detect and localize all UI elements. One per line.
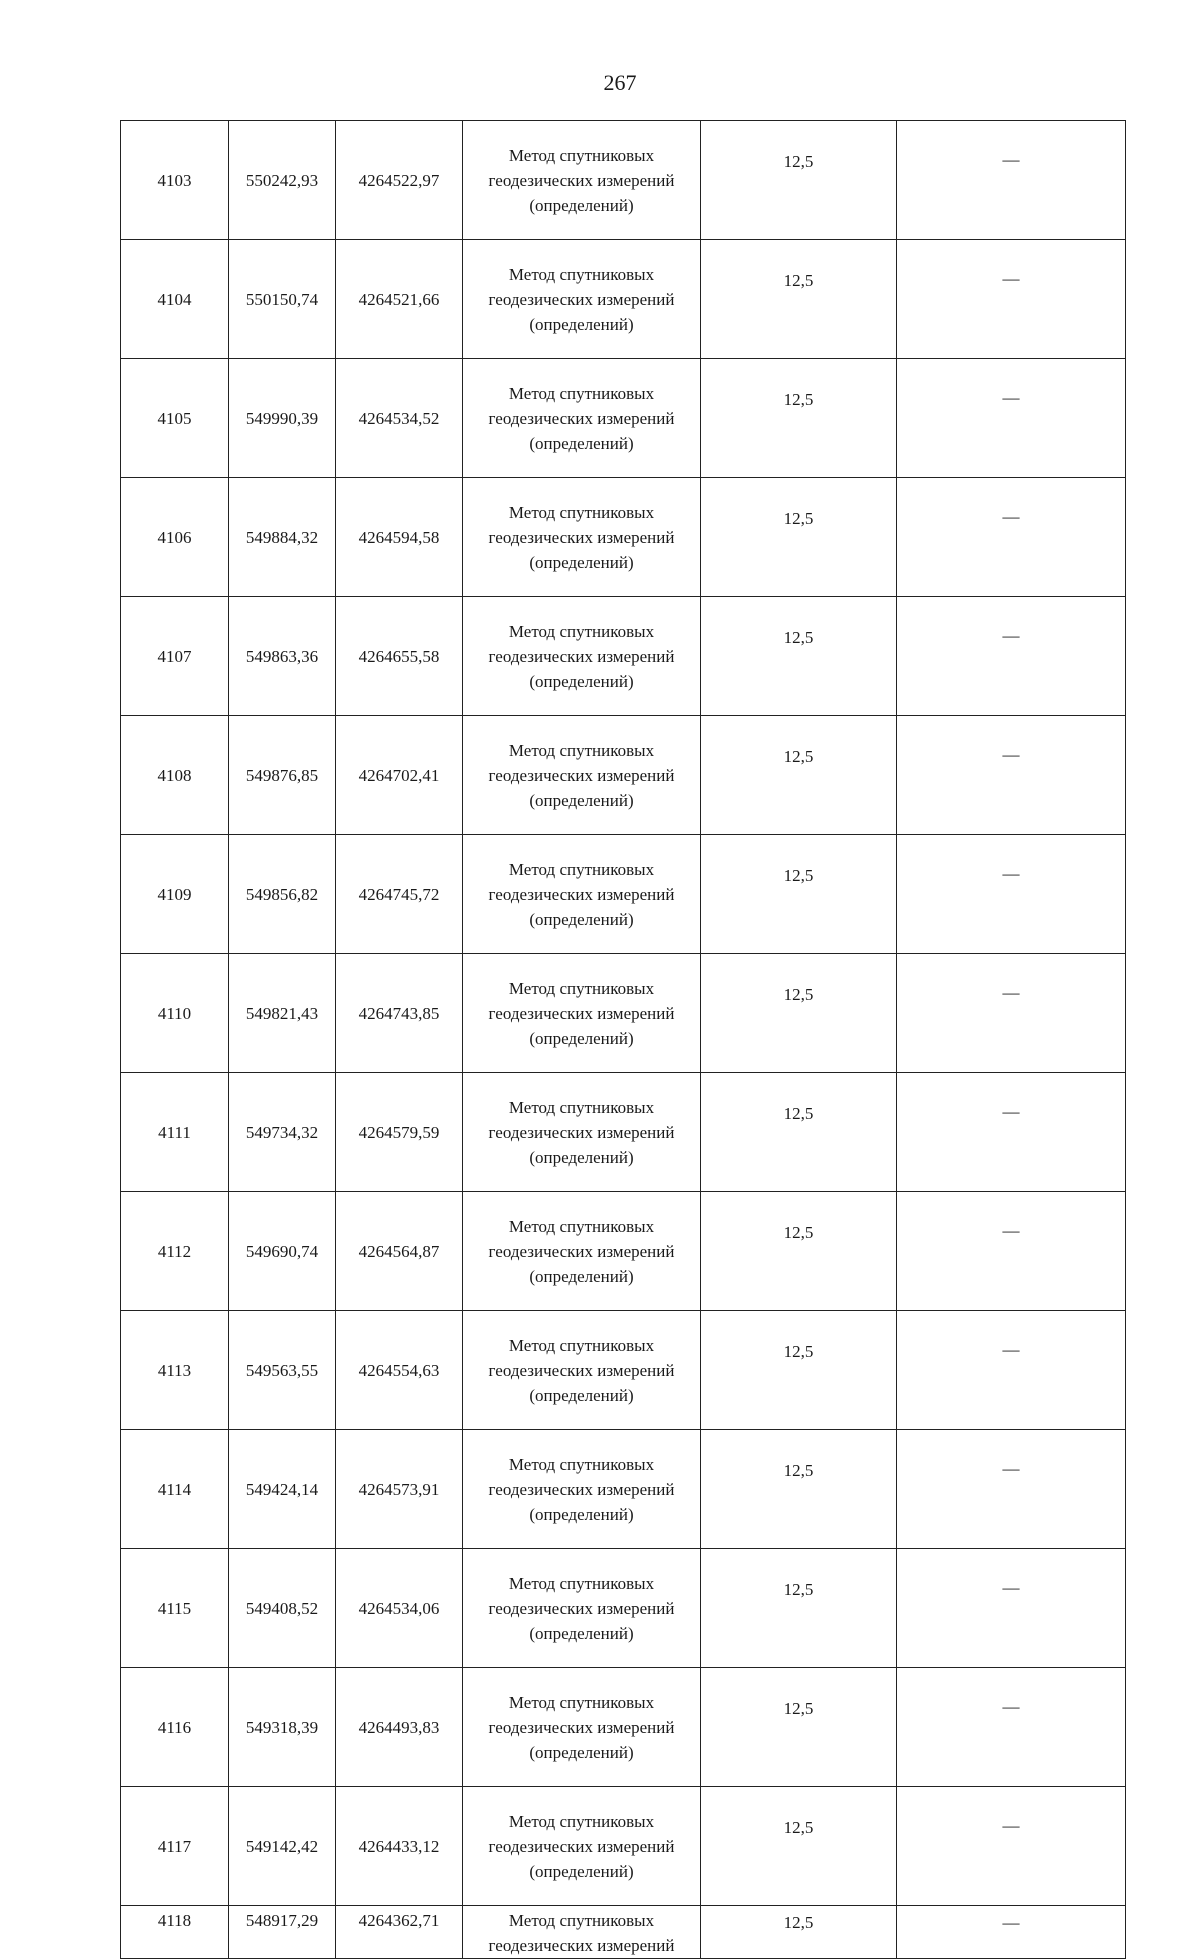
note-dash-cell: — — [897, 1192, 1126, 1311]
method-cell — [463, 478, 701, 597]
coordinates-table-body — [121, 121, 1126, 1959]
accuracy-cell: 12,5 — [701, 597, 897, 716]
note-dash-cell: — — [897, 716, 1126, 835]
note-dash-cell: — — [897, 1549, 1126, 1668]
y-coordinate-cell: 4264743,85 — [336, 954, 463, 1073]
y-coordinate-cell: 4264534,52 — [336, 359, 463, 478]
method-text-line: геодезических измерений — [488, 646, 675, 666]
point-number-cell: 4108 — [121, 716, 229, 835]
point-number-cell: 4114 — [121, 1430, 229, 1549]
method-cell — [463, 1430, 701, 1549]
y-coordinate-cell: 4264573,91 — [336, 1430, 463, 1549]
method-text-line: геодезических измерений — [488, 1241, 675, 1261]
table-row — [121, 1549, 1126, 1668]
x-coordinate-cell: 549821,43 — [229, 954, 336, 1073]
note-dash-cell: — — [897, 954, 1126, 1073]
method-text-line: Метод спутниковых — [508, 1454, 655, 1474]
accuracy-cell: 12,5 — [701, 954, 897, 1073]
table-row — [121, 1192, 1126, 1311]
method-cell — [463, 359, 701, 478]
point-number-cell: 4115 — [121, 1549, 229, 1668]
method-text-line: (определений) — [529, 1028, 634, 1048]
method-text-line: (определений) — [529, 1266, 634, 1286]
point-number-cell: 4113 — [121, 1311, 229, 1430]
accuracy-cell: 12,5 — [701, 835, 897, 954]
method-text-line: геодезических измерений — [488, 527, 675, 547]
accuracy-cell: 12,5 — [701, 1787, 897, 1906]
method-cell — [463, 121, 701, 240]
point-number-cell: 4103 — [121, 121, 229, 240]
table-row — [121, 240, 1126, 359]
y-coordinate-cell: 4264564,87 — [336, 1192, 463, 1311]
x-coordinate-cell: 549318,39 — [229, 1668, 336, 1787]
method-text-line: (определений) — [529, 1504, 634, 1524]
x-coordinate-cell: 549884,32 — [229, 478, 336, 597]
x-coordinate-cell: 550150,74 — [229, 240, 336, 359]
point-number-cell: 4117 — [121, 1787, 229, 1906]
note-dash-cell: — — [897, 121, 1126, 240]
method-cell — [463, 716, 701, 835]
point-number-cell: 4105 — [121, 359, 229, 478]
accuracy-cell: 12,5 — [701, 1073, 897, 1192]
method-text-line: Метод спутниковых — [508, 1573, 655, 1593]
page-number: 267 — [603, 70, 637, 95]
y-coordinate-cell: 4264594,58 — [336, 478, 463, 597]
method-text-line: Метод спутниковых — [508, 1335, 655, 1355]
y-coordinate-cell: 4264493,83 — [336, 1668, 463, 1787]
point-number-cell: 4106 — [121, 478, 229, 597]
y-coordinate-cell: 4264522,97 — [336, 121, 463, 240]
method-text-line: геодезических измерений — [488, 1836, 675, 1856]
method-text-line: геодезических измерений — [488, 1717, 675, 1737]
method-text-line: геодезических измерений — [488, 289, 675, 309]
method-text-line: Метод спутниковых — [508, 1097, 655, 1117]
method-cell — [463, 1549, 701, 1668]
method-text-line: (определений) — [529, 1623, 634, 1643]
method-text-line: (определений) — [529, 909, 634, 929]
note-dash-cell: — — [897, 1668, 1126, 1787]
accuracy-cell: 12,5 — [701, 1430, 897, 1549]
x-coordinate-cell: 549690,74 — [229, 1192, 336, 1311]
method-text-line: (определений) — [529, 1385, 634, 1405]
y-coordinate-cell: 4264655,58 — [336, 597, 463, 716]
x-coordinate-cell: 549876,85 — [229, 716, 336, 835]
x-coordinate-cell: 548917,29 — [229, 1906, 336, 1959]
method-cell — [463, 597, 701, 716]
method-text-line: (определений) — [529, 790, 634, 810]
note-dash-cell: — — [897, 835, 1126, 954]
note-dash-cell: — — [897, 240, 1126, 359]
y-coordinate-cell: 4264554,63 — [336, 1311, 463, 1430]
point-number-cell: 4116 — [121, 1668, 229, 1787]
point-number-cell: 4110 — [121, 954, 229, 1073]
method-text-line: Метод спутниковых — [508, 1811, 655, 1831]
method-cell — [463, 1906, 701, 1959]
table-row — [121, 1430, 1126, 1549]
note-dash-cell: — — [897, 359, 1126, 478]
x-coordinate-cell: 550242,93 — [229, 121, 336, 240]
table-row — [121, 1906, 1126, 1959]
method-cell — [463, 1192, 701, 1311]
table-row — [121, 835, 1126, 954]
point-number-cell: 4112 — [121, 1192, 229, 1311]
x-coordinate-cell: 549142,42 — [229, 1787, 336, 1906]
method-text-line: геодезических измерений — [488, 1936, 675, 1955]
method-text-line: геодезических измерений — [488, 1003, 675, 1023]
point-number-cell: 4111 — [121, 1073, 229, 1192]
x-coordinate-cell: 549563,55 — [229, 1311, 336, 1430]
accuracy-cell: 12,5 — [701, 240, 897, 359]
method-cell — [463, 1787, 701, 1906]
method-cell — [463, 1668, 701, 1787]
y-coordinate-cell: 4264521,66 — [336, 240, 463, 359]
accuracy-cell: 12,5 — [701, 359, 897, 478]
method-text-line: (определений) — [529, 1861, 634, 1881]
method-text-line: (определений) — [529, 433, 634, 453]
method-text-line: Метод спутниковых — [508, 859, 655, 879]
x-coordinate-cell: 549990,39 — [229, 359, 336, 478]
method-text-line: Метод спутниковых — [508, 1692, 655, 1712]
method-text-line: (определений) — [529, 1742, 634, 1762]
method-text-line: геодезических измерений — [488, 1360, 675, 1380]
method-text-line: Метод спутниковых — [508, 740, 655, 760]
y-coordinate-cell: 4264362,71 — [336, 1906, 463, 1959]
table-row — [121, 954, 1126, 1073]
x-coordinate-cell: 549856,82 — [229, 835, 336, 954]
table-row — [121, 1668, 1126, 1787]
method-text-line: геодезических измерений — [488, 170, 675, 190]
method-text-line: геодезических измерений — [488, 765, 675, 785]
method-cell — [463, 1073, 701, 1192]
x-coordinate-cell: 549408,52 — [229, 1549, 336, 1668]
method-cell — [463, 240, 701, 359]
method-text-line: Метод спутниковых — [508, 264, 655, 284]
method-text-line: геодезических измерений — [488, 408, 675, 428]
method-text-line: геодезических измерений — [488, 1479, 675, 1499]
note-dash-cell: — — [897, 597, 1126, 716]
table-row — [121, 597, 1126, 716]
method-text-line: Метод спутниковых — [508, 1911, 655, 1930]
accuracy-cell: 12,5 — [701, 716, 897, 835]
note-dash-cell: — — [897, 478, 1126, 597]
accuracy-cell: 12,5 — [701, 121, 897, 240]
method-text-line: (определений) — [529, 552, 634, 572]
method-cell — [463, 1311, 701, 1430]
accuracy-cell: 12,5 — [701, 478, 897, 597]
y-coordinate-cell: 4264433,12 — [336, 1787, 463, 1906]
method-cell — [463, 835, 701, 954]
table-row — [121, 716, 1126, 835]
method-text-line: (определений) — [529, 314, 634, 334]
note-dash-cell: — — [897, 1430, 1126, 1549]
x-coordinate-cell: 549863,36 — [229, 597, 336, 716]
x-coordinate-cell: 549424,14 — [229, 1430, 336, 1549]
point-number-cell: 4107 — [121, 597, 229, 716]
accuracy-cell: 12,5 — [701, 1668, 897, 1787]
y-coordinate-cell: 4264745,72 — [336, 835, 463, 954]
method-text-line: Метод спутниковых — [508, 145, 655, 165]
method-text-line: (определений) — [529, 671, 634, 691]
x-coordinate-cell: 549734,32 — [229, 1073, 336, 1192]
y-coordinate-cell: 4264702,41 — [336, 716, 463, 835]
point-number-cell: 4109 — [121, 835, 229, 954]
note-dash-cell: — — [897, 1073, 1126, 1192]
method-text-line: геодезических измерений — [488, 884, 675, 904]
accuracy-cell: 12,5 — [701, 1192, 897, 1311]
method-text-line: Метод спутниковых — [508, 502, 655, 522]
method-text-line: геодезических измерений — [488, 1598, 675, 1618]
note-dash-cell: — — [897, 1311, 1126, 1430]
accuracy-cell: 12,5 — [701, 1311, 897, 1430]
point-number-cell: 4118 — [121, 1906, 229, 1959]
method-text-line: Метод спутниковых — [508, 621, 655, 641]
method-cell — [463, 954, 701, 1073]
method-text-line: (определений) — [529, 1147, 634, 1167]
point-number-cell: 4104 — [121, 240, 229, 359]
accuracy-cell: 12,5 — [701, 1549, 897, 1668]
accuracy-cell: 12,5 — [701, 1906, 897, 1959]
coordinates-table — [120, 120, 1126, 1959]
table-row — [121, 478, 1126, 597]
note-dash-cell: — — [897, 1906, 1126, 1959]
method-text-line: (определений) — [529, 195, 634, 215]
method-text-line: Метод спутниковых — [508, 978, 655, 998]
table-row — [121, 121, 1126, 240]
method-text-line: Метод спутниковых — [508, 1216, 655, 1236]
note-dash-cell: — — [897, 1787, 1126, 1906]
table-row — [121, 1073, 1126, 1192]
table-row — [121, 359, 1126, 478]
y-coordinate-cell: 4264534,06 — [336, 1549, 463, 1668]
table-row — [121, 1787, 1126, 1906]
method-text-line: геодезических измерений — [488, 1122, 675, 1142]
method-text-line: Метод спутниковых — [508, 383, 655, 403]
y-coordinate-cell: 4264579,59 — [336, 1073, 463, 1192]
table-row — [121, 1311, 1126, 1430]
